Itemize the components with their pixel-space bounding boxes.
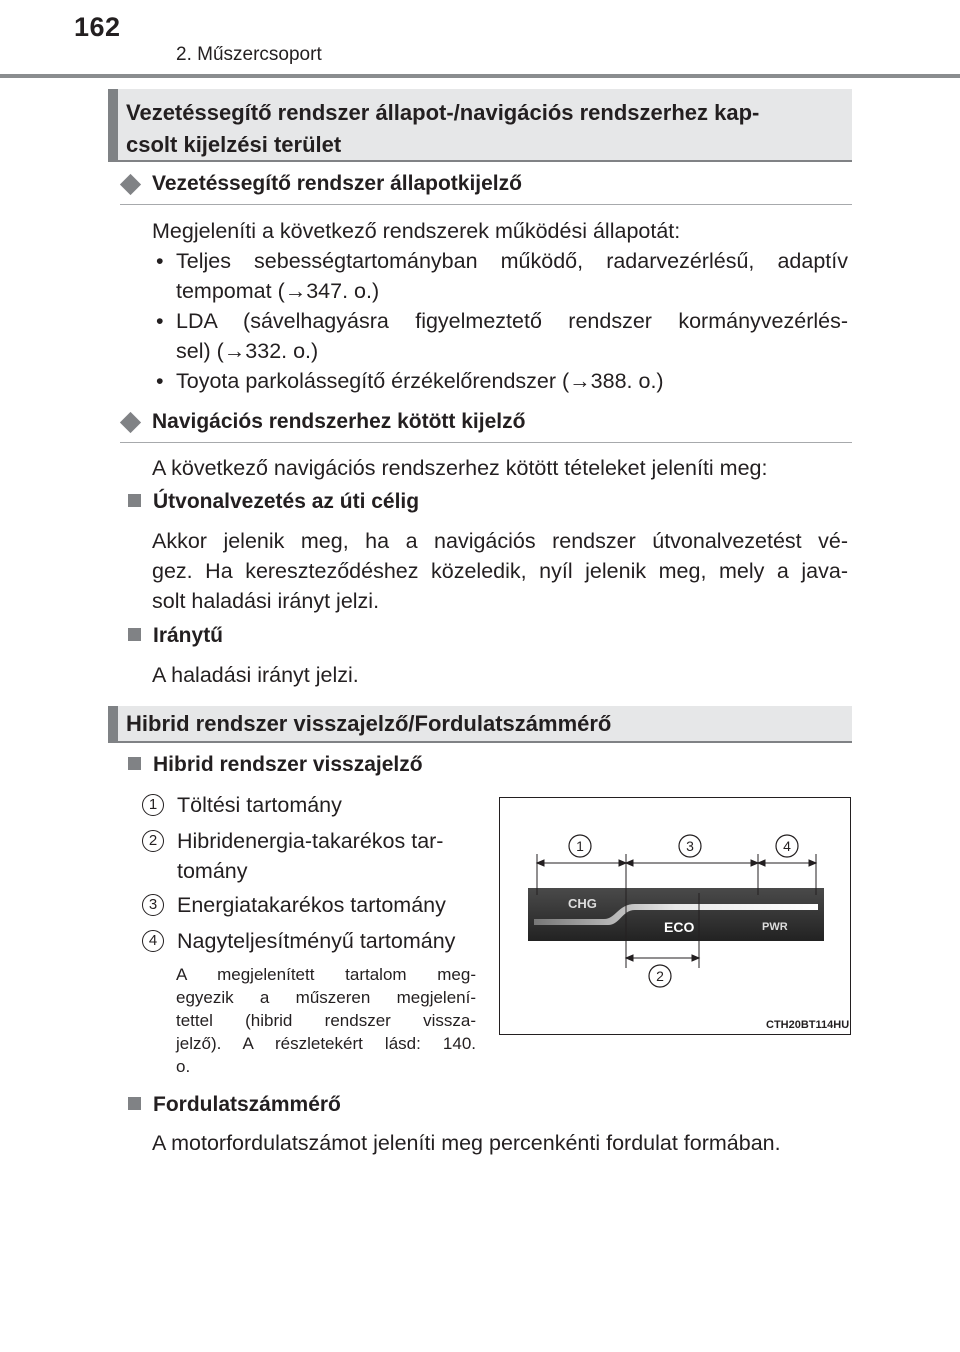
note-line: A megjelenített tartalom meg- [176,965,476,984]
note-line: o. [176,1057,191,1076]
note-line: jelző). A részletekért lásd: 140. [176,1034,476,1053]
hybrid-indicator-heading: Hibrid rendszer visszajelző [128,753,423,777]
callout-3: 3 [686,838,694,854]
bullet-text: Toyota parkolássegítő érzékelőrendszer (→388. o.) [176,369,664,393]
callout-number: 4 [142,930,164,952]
callout-2: 2 [656,968,664,984]
square-bullet-icon [128,628,141,641]
paragraph-line: A haladási irányt jelzi. [152,663,359,687]
subheading-navigation [120,408,852,443]
section-heading-hybrid [108,706,852,743]
label-chg: CHG [568,896,597,911]
square-bullet-icon [128,1097,141,1110]
subheading-title: Vezetéssegítő rendszer állapotkijelző [152,172,522,195]
compass-heading: Iránytű [128,624,223,648]
bullet-mark: • [156,249,164,273]
list-item: Energiatakarékos tartomány [177,893,446,917]
callout-1: 1 [576,838,584,854]
subheading-driving-assist [120,170,852,205]
section-heading-title: Hibrid rendszer visszajelző/Fordulatszámmérő [126,711,612,736]
list-item: Hibridenergia-takarékos tar- [177,829,444,853]
paragraph-line: solt haladási irányt jelzi. [152,589,380,613]
diamond-bullet-icon [120,174,141,195]
diagram-code: CTH20BT114HU [766,1019,850,1031]
bullet-text: tempomat (→347. o.) [176,279,380,303]
intro-text: A következő navigációs rendszerhez kötött tételeket jeleníti meg: [152,456,768,480]
list-item: tomány [177,859,248,883]
diamond-bullet-icon [120,412,141,433]
list-item: Töltési tartomány [177,793,342,817]
intro-text: Megjeleníti a következő rendszerek működési állapotát: [152,219,681,243]
bullet-text: LDA (sávelhagyásra figyelmeztető rendszer kormányvezérlés- [176,309,848,333]
bullet-text: Teljes sebességtartományban működő, radarvezérlésű, adaptív [176,249,848,273]
square-bullet-icon [128,757,141,770]
bullet-mark: • [156,369,164,393]
note-line: egyezik a műszeren megjelení- [176,988,476,1007]
section-heading-line1: Vezetéssegítő rendszer állapot-/navigációs rendszerhez kap- [126,100,760,125]
square-bullet-icon [128,494,141,507]
paragraph-line: A motorfordulatszámot jeleníti meg percenkénti fordulat formában. [152,1131,781,1155]
header-rule [0,74,960,78]
paragraph-line: gez. Ha kereszteződéshez közeledik, nyíl jelenik meg, mely a java- [152,559,848,583]
subheading-title: Navigációs rendszerhez kötött kijelző [152,410,526,433]
callout-number: 3 [142,894,164,916]
bullet-text: sel) (→332. o.) [176,339,319,363]
list-item: Nagyteljesítményű tartomány [177,929,456,953]
tachometer-heading: Fordulatszámmérő [128,1093,341,1117]
chapter-title: 2. Műszercsoport [176,44,322,65]
callout-number: 2 [142,830,164,852]
bullet-mark: • [156,309,164,333]
paragraph-line: Akkor jelenik meg, ha a navigációs rendszer útvonalvezetést vé- [152,529,848,553]
hybrid-indicator-illustration [500,798,849,1033]
route-guidance-heading: Útvonalvezetés az úti célig [128,490,419,514]
note-line: tettel (hibrid rendszer vissza- [176,1011,476,1030]
label-eco: ECO [664,919,695,935]
section-heading-display-area [108,89,852,162]
callout-4: 4 [783,838,791,854]
hybrid-indicator-diagram [499,797,851,1035]
callout-number: 1 [142,794,164,816]
label-pwr: PWR [762,921,788,933]
section-heading-line2: csolt kijelzési terület [126,132,342,157]
page-number: 162 [74,12,121,42]
